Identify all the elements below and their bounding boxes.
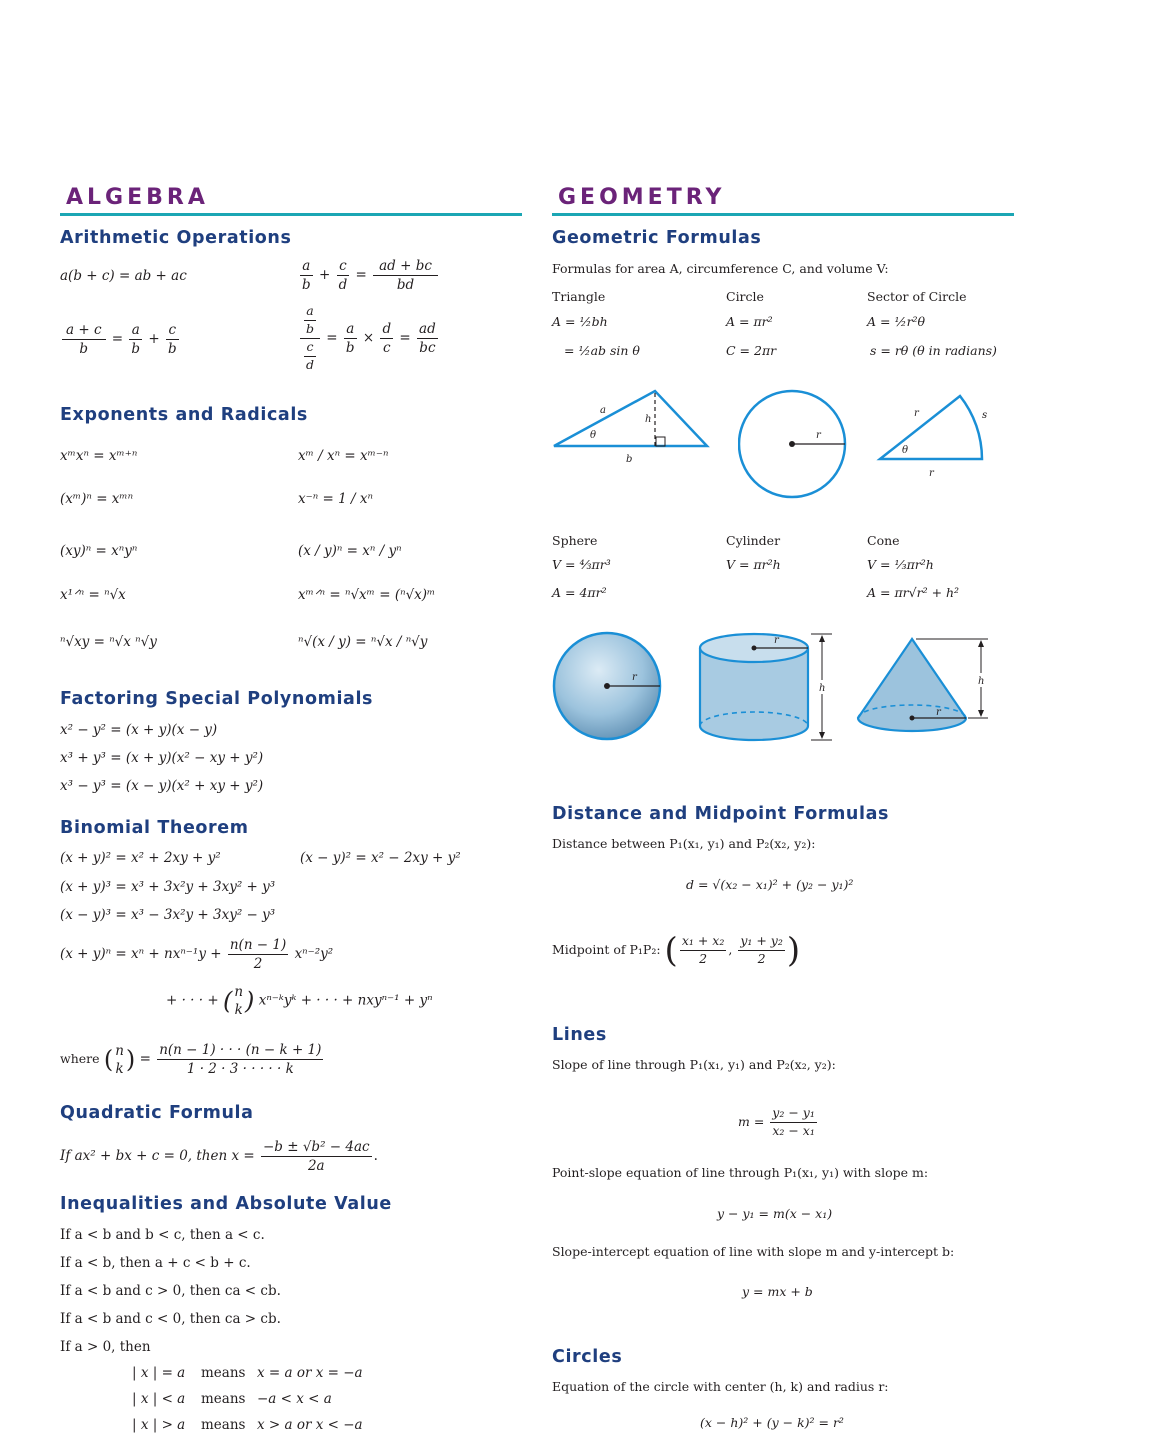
exponent-rule-right: x⁻ⁿ = 1 / xⁿ [298, 491, 373, 507]
svg-text:a: a [600, 405, 606, 416]
exponent-rule-right: xᵐᐟⁿ = ⁿ√xᵐ = (ⁿ√x)ᵐ [298, 587, 436, 603]
inequalities-heading: Inequalities and Absolute Value [60, 1194, 392, 1214]
abs-means: means [201, 1365, 246, 1381]
circle-circumference: C = 2πr [726, 343, 777, 358]
sector-figure [874, 386, 994, 481]
triangle-area: A = ½bh [552, 314, 608, 329]
inequality-line: If a < b and b < c, then a < c. [60, 1227, 265, 1243]
circle-area: A = πr² [726, 314, 773, 329]
sector-arc: s = rθ (θ in radians) [870, 343, 997, 358]
slope-formula: m = $\frac{\text{y₂ − y₁}}{\text{x₂ − x₁}}$ [738, 1105, 815, 1138]
circle-equation: (x − h)² + (y − k)² = r² [700, 1415, 844, 1430]
svg-text:r: r [774, 635, 779, 646]
factoring-line: x³ − y³ = (x − y)(x² + xy + y²) [60, 778, 264, 794]
svg-text:r: r [914, 408, 919, 419]
abs-lhs: | x | = a [132, 1365, 186, 1381]
factoring-line: x³ + y³ = (x + y)(x² − xy + y²) [60, 750, 264, 766]
cone-label: Cone [867, 533, 900, 548]
sphere-volume: V = ⁴⁄₃πr³ [552, 557, 611, 572]
geometric-formulas-heading: Geometric Formulas [552, 228, 762, 248]
inequality-line: If a < b and c > 0, then ca < cb. [60, 1283, 281, 1299]
abs-means: means [201, 1417, 246, 1433]
factoring-line: x² − y² = (x + y)(x − y) [60, 722, 218, 738]
binomial-coefficient: where ( n k ) = $\frac{n(n - 1) \cdot \cdot \cdot (n - k + 1)}{1 \cdot 2 \cdot 3 \cdot \cdot \cdot \cdot \cdot k}$ [60, 1042, 322, 1078]
svg-text:h: h [819, 683, 826, 694]
distance-intro: Distance between P₁(x₁, y₁) and P₂(x₂, y₂): [552, 836, 816, 851]
algebra-rule [60, 213, 522, 216]
circle-figure [738, 388, 850, 500]
abs-rhs: x > a or x < −a [257, 1417, 363, 1433]
svg-text:s: s [982, 410, 988, 421]
point-slope-intro: Point-slope equation of line through P₁(x₁, y₁) with slope m: [552, 1165, 929, 1180]
svg-text:r: r [936, 707, 941, 718]
arithmetic-heading: Arithmetic Operations [60, 228, 292, 248]
cylinder-figure [698, 630, 838, 750]
sphere-area: A = 4πr² [552, 585, 607, 600]
circles-intro: Equation of the circle with center (h, k) and radius r: [552, 1379, 889, 1394]
exponents-heading: Exponents and Radicals [60, 405, 308, 425]
svg-text:r: r [632, 672, 637, 683]
abs-rhs: −a < x < a [257, 1391, 332, 1407]
svg-text:θ: θ [590, 430, 597, 441]
point-slope-formula: y − y₁ = m(x − x₁) [717, 1206, 833, 1221]
svg-text:b: b [626, 454, 633, 463]
circles-heading: Circles [552, 1347, 623, 1367]
svg-text:h: h [645, 414, 652, 425]
triangle-figure [552, 388, 712, 463]
slope-intercept-intro: Slope-intercept equation of line with slope m and y-intercept b: [552, 1244, 955, 1259]
exponent-rule: x¹ᐟⁿ = ⁿ√x [60, 587, 126, 603]
abs-lhs: | x | < a [132, 1391, 186, 1407]
triangle-label: Triangle [552, 289, 606, 304]
abs-means: means [201, 1391, 246, 1407]
distributive-law: a(b + c) = ab + ac [60, 268, 187, 284]
inequality-line: If a < b, then a + c < b + c. [60, 1255, 251, 1271]
sphere-label: Sphere [552, 533, 598, 548]
midpoint-formula: Midpoint of P₁P₂: ( $\frac{\text{x₁ + x₂}}{2}$ , $\frac{\text{y₁ + y₂}}{2}$ ) [552, 930, 801, 971]
distance-heading: Distance and Midpoint Formulas [552, 804, 890, 824]
cylinder-label: Cylinder [726, 533, 781, 548]
circle-label: Circle [726, 289, 764, 304]
algebra-title: ALGEBRA [66, 185, 209, 210]
sector-area: A = ½r²θ [867, 314, 926, 329]
exponent-rule: ⁿ√xy = ⁿ√x ⁿ√y [60, 634, 157, 650]
lines-heading: Lines [552, 1025, 607, 1045]
sphere-figure [552, 627, 664, 743]
inequality-line: If a < b and c < 0, then ca > cb. [60, 1311, 281, 1327]
exponent-rule: (xᵐ)ⁿ = xᵐⁿ [60, 491, 134, 507]
binomial-cube-minus: (x − y)³ = x³ − 3x²y + 3xy² − y³ [60, 907, 276, 923]
cross-add-formula: $\frac{a}{b}$ + $\frac{c}{d}$ = $\frac{ad + bc}{bd}$ [298, 257, 440, 294]
svg-text:θ: θ [902, 445, 909, 456]
cone-area: A = πr√r² + h² [867, 585, 960, 600]
slope-intro: Slope of line through P₁(x₁, y₁) and P₂(x₂, y₂): [552, 1057, 836, 1072]
quadratic-formula: If ax² + bx + c = 0, then x = $\frac{\text{−b ± √b² − 4ac}}{2a}$ . [60, 1139, 378, 1175]
svg-text:r: r [929, 468, 934, 479]
binomial-square-minus: (x − y)² = x² − 2xy + y² [300, 850, 461, 866]
cylinder-volume: V = πr²h [726, 557, 781, 572]
svg-text:h: h [978, 676, 985, 687]
cone-figure [856, 635, 998, 745]
complex-fraction-formula: $\frac{\frac{a}{b}}{\frac{c}{d}}$ = $\frac{a}{b}$ × $\frac{d}{c}$ = $\frac{ad}{bc}$ [298, 303, 440, 374]
binomial-cube-plus: (x + y)³ = x³ + 3x²y + 3xy² + y³ [60, 879, 276, 895]
distance-formula: d = √(x₂ − x₁)² + (y₂ − y₁)² [686, 877, 854, 892]
exponent-rule-right: ⁿ√(x / y) = ⁿ√x / ⁿ√y [298, 634, 428, 650]
exponent-rule-right: xᵐ / xⁿ = xᵐ⁻ⁿ [298, 448, 389, 464]
binomial-square-plus: (x + y)² = x² + 2xy + y² [60, 850, 221, 866]
binomial-general: (x + y)ⁿ = xⁿ + nxⁿ⁻¹y + $\frac{n(n - 1)}{2}$ xⁿ⁻²y² [60, 937, 334, 973]
binomial-heading: Binomial Theorem [60, 818, 249, 838]
exponent-rule: (xy)ⁿ = xⁿyⁿ [60, 543, 138, 559]
abs-lhs: | x | > a [132, 1417, 186, 1433]
cone-volume: V = ⅓πr²h [867, 557, 934, 572]
factoring-heading: Factoring Special Polynomials [60, 689, 374, 709]
geometry-title: GEOMETRY [558, 185, 726, 210]
sector-label: Sector of Circle [867, 289, 967, 304]
abs-rhs: x = a or x = −a [257, 1365, 363, 1381]
formulas-intro: Formulas for area A, circumference C, and volume V: [552, 261, 889, 276]
triangle-area-sine: = ½ab sin θ [564, 343, 640, 358]
exponent-rule: xᵐxⁿ = xᵐ⁺ⁿ [60, 448, 138, 464]
fraction-sum-formula: $\frac{a + c}{b}$ = $\frac{a}{b}$ + $\frac{c}{b}$ [60, 321, 181, 358]
exponent-rule-right: (x / y)ⁿ = xⁿ / yⁿ [298, 543, 402, 559]
svg-text:r: r [816, 430, 821, 441]
geometry-rule [552, 213, 1014, 216]
slope-intercept-formula: y = mx + b [742, 1284, 813, 1299]
quadratic-heading: Quadratic Formula [60, 1103, 254, 1123]
binomial-continuation: + · · · + ( n k ) xⁿ⁻ᵏyᵏ + · · · + nxyⁿ⁻¹ + yⁿ [166, 984, 433, 1019]
inequality-line: If a > 0, then [60, 1339, 151, 1355]
